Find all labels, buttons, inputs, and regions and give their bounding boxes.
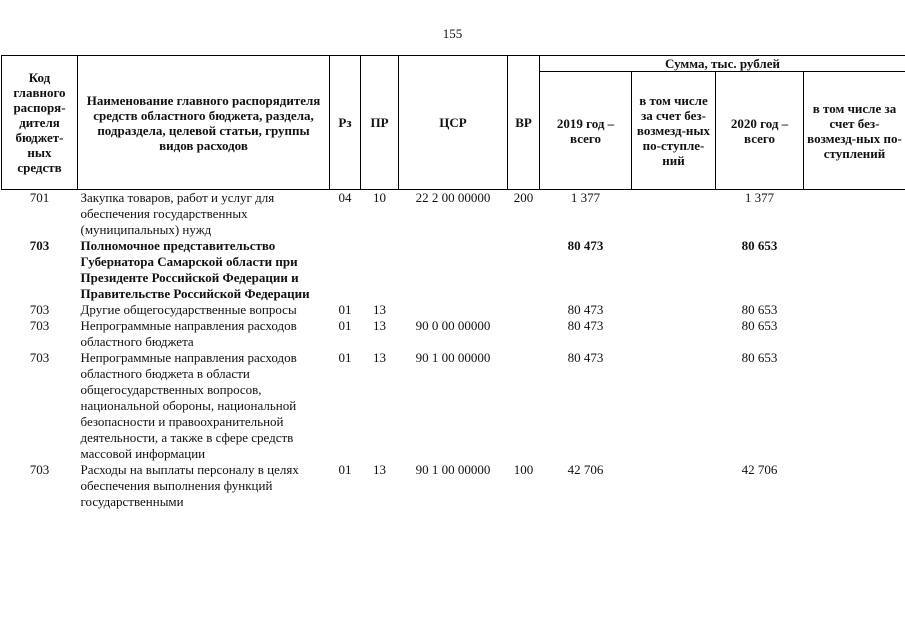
row-vr xyxy=(508,318,540,350)
row-code: 703 xyxy=(29,350,50,365)
row-csr xyxy=(399,302,508,318)
header-name: Наименование главного распорядителя средств областного бюджета, раздела, подраздела, целевой статьи, группы видов расходов xyxy=(78,56,330,190)
row-2020-total: 1 377 xyxy=(744,190,775,205)
row-csr xyxy=(399,238,508,302)
row-rz xyxy=(330,238,361,302)
row-2019-free xyxy=(632,190,716,239)
row-rz: 04 xyxy=(338,190,352,205)
header-vr: ВР xyxy=(508,56,540,190)
row-vr: 200 xyxy=(513,190,534,205)
header-pr: ПР xyxy=(361,56,399,190)
row-name: Расходы на выплаты персоналу в целях обеспечения выполнения функций государственными xyxy=(80,462,299,509)
row-code: 703 xyxy=(29,318,50,333)
row-rz: 01 xyxy=(338,462,352,477)
row-name: Полномочное представительство Губернатора Самарской области при Президенте Российской Федерации и Правительстве Российской Федерации xyxy=(80,238,310,301)
row-rz: 01 xyxy=(338,350,352,365)
row-name: Закупка товаров, работ и услуг для обеспечения государственных (муниципальных) нужд xyxy=(80,190,275,237)
page-number: 155 xyxy=(442,26,463,41)
row-2020-total: 80 653 xyxy=(741,238,778,253)
row-2019-free xyxy=(632,238,716,302)
row-code: 703 xyxy=(29,238,50,253)
row-name: Непрограммные направления расходов областного бюджета xyxy=(80,318,297,349)
row-vr: 100 xyxy=(513,462,534,477)
row-2020-total: 80 653 xyxy=(741,302,778,317)
header-2019-total: 2019 год – всего xyxy=(540,72,632,190)
row-pr xyxy=(361,238,399,302)
row-pr: 13 xyxy=(373,462,386,477)
header-2020-free: в том числе за счет без-возмезд-ных по-ступлений xyxy=(804,72,905,190)
row-pr: 13 xyxy=(373,302,386,317)
table-row xyxy=(2,350,905,462)
row-2019-free xyxy=(632,462,716,510)
row-name: Непрограммные направления расходов областного бюджета в области общегосударственных вопросов, национальной обороны, национальной безопасности и правоохранительной деятельности, а также в сфере средств массовой информации xyxy=(80,350,297,461)
row-vr xyxy=(508,238,540,302)
row-2020-total: 80 653 xyxy=(741,350,778,365)
row-csr: 22 2 00 00000 xyxy=(415,190,491,205)
row-vr xyxy=(508,302,540,318)
row-2020-free xyxy=(804,350,905,462)
row-2020-free xyxy=(804,462,905,510)
row-pr: 10 xyxy=(373,190,386,205)
header-sum: Сумма, тыс. рублей xyxy=(540,56,905,72)
row-code: 703 xyxy=(29,302,50,317)
header-2019-free: в том числе за счет без-возмезд-ных по-ступле-ний xyxy=(632,72,716,190)
row-code: 703 xyxy=(29,462,50,477)
table-row xyxy=(2,302,905,318)
header-code: Код главного распоря-дителя бюджет-ных средств xyxy=(2,56,78,190)
row-2019-total: 1 377 xyxy=(570,190,601,205)
row-2020-free xyxy=(804,318,905,350)
row-csr: 90 0 00 00000 xyxy=(415,318,491,333)
row-2020-total: 80 653 xyxy=(741,318,778,333)
budget-table xyxy=(1,55,905,510)
row-2020-free xyxy=(804,190,905,239)
row-2020-free xyxy=(804,238,905,302)
row-2019-free xyxy=(632,318,716,350)
row-code: 701 xyxy=(29,190,50,205)
row-2020-total: 42 706 xyxy=(741,462,778,477)
row-csr: 90 1 00 00000 xyxy=(415,350,491,365)
row-2019-total: 80 473 xyxy=(567,318,604,333)
table-row xyxy=(2,462,905,510)
row-2019-total: 80 473 xyxy=(567,302,604,317)
row-rz: 01 xyxy=(338,302,352,317)
row-2019-total: 42 706 xyxy=(567,462,604,477)
table-row xyxy=(2,238,905,302)
row-2020-free xyxy=(804,302,905,318)
row-2019-total: 80 473 xyxy=(567,350,604,365)
row-2019-free xyxy=(632,350,716,462)
row-rz: 01 xyxy=(338,318,352,333)
header-csr: ЦСР xyxy=(399,56,508,190)
row-csr: 90 1 00 00000 xyxy=(415,462,491,477)
row-pr: 13 xyxy=(373,318,386,333)
row-pr: 13 xyxy=(373,350,386,365)
row-vr xyxy=(508,350,540,462)
table-row xyxy=(2,318,905,350)
header-rz: Рз xyxy=(330,56,361,190)
header-2020-total: 2020 год – всего xyxy=(716,72,804,190)
table-row xyxy=(2,190,905,239)
row-name: Другие общегосударственные вопросы xyxy=(80,302,297,317)
row-2019-total: 80 473 xyxy=(567,238,604,253)
row-2019-free xyxy=(632,302,716,318)
